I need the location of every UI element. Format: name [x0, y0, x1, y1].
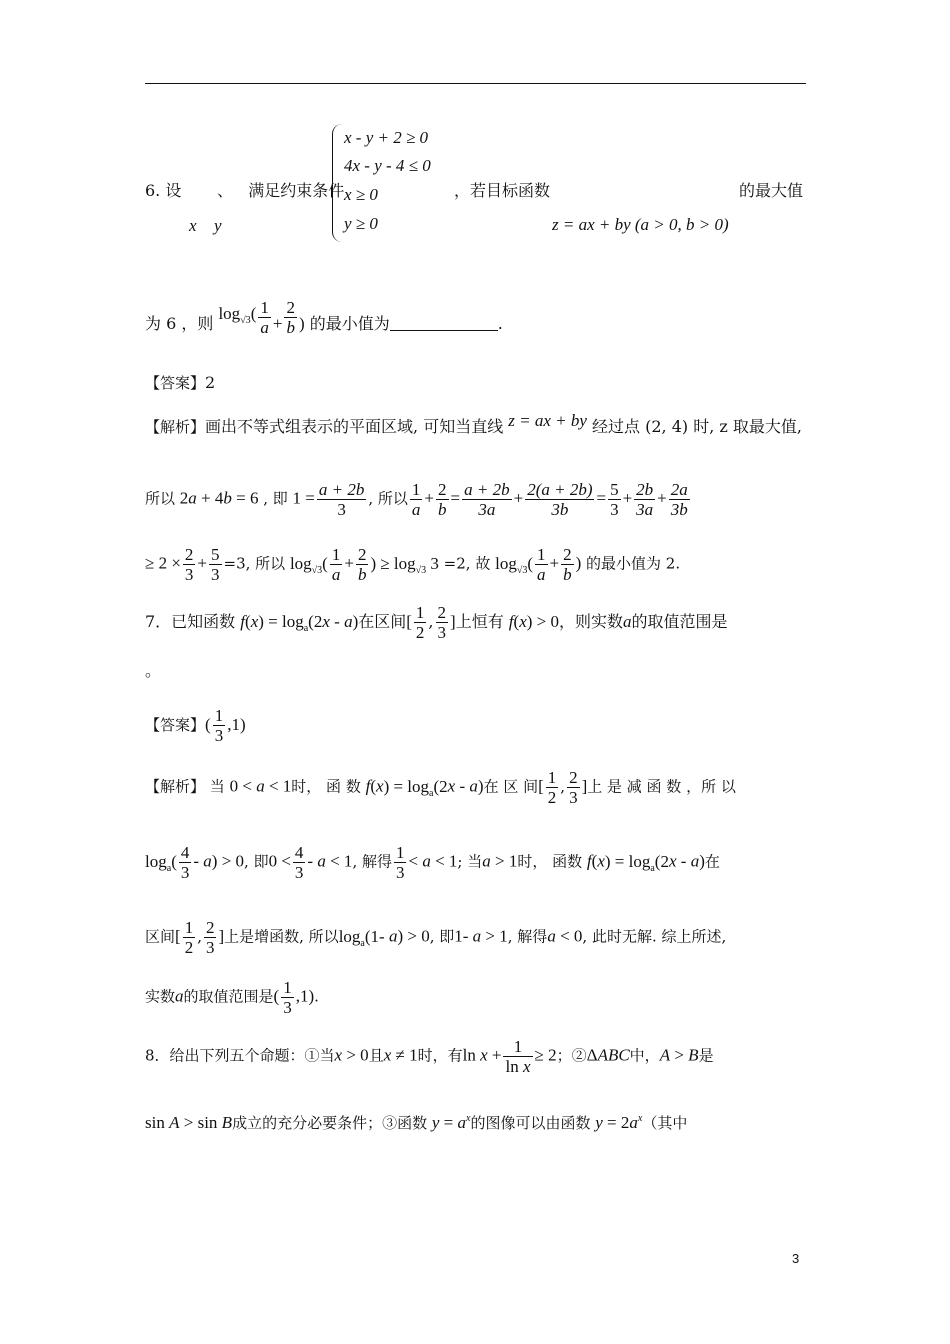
q7-analysis-1: 【解析】 当 0 < a < 1时， 函 数 $f(x) = \log_a(2x - a)$在 区 间[ $\frac{1}{2}$ , $\frac{2}{3}$ ]上 是 减 函 数 ，所 以: [145, 768, 736, 807]
q8-line2: sin A > sin B成立的充分必要条件；③函数 $y = a^x$的图像可以由函数 $y = 2a^x$（其中: [145, 1113, 688, 1132]
q7-stem-end: 。: [145, 661, 162, 680]
q6-target-text: ，若目标函数: [454, 181, 551, 200]
q6-objective: z = ax + by (a > 0, b > 0): [552, 215, 729, 234]
q6-analysis-1: 【解析】画出不等式组表示的平面区域, 可知当直线 z = ax + by 经过点 (2, 4) 时, z 取最大值,: [145, 411, 803, 436]
answer-blank: [390, 314, 498, 331]
q8-line1: 8．给出下列五个命题：①当x > 0且x ≠ 1时，有ln x + $\frac{1}{\text{ln x}}$ ≥ 2；②ΔABC中，A > B是: [145, 1037, 714, 1076]
q6-analysis-3: ≥ 2 × $\frac{2}{3}$ + $\frac{5}{3}$ =3, 所以 $\log_{√3}$( $\frac{1}{a}$ + $\frac{2}{b}$ ) ≥ $\log_{√3} 3 =2$, 故 $\log_{√3}$( $\frac{1}{a}$ + $\frac{2}{b}$ ) 的最小值为 2.: [145, 545, 681, 584]
q6-var-y: y: [214, 216, 222, 235]
q6-line2: 为 6 ，则 $\log_{√3}$( $\frac{1}{a}$ + $\frac{2}{b}$ ) 的最小值为 .: [145, 298, 503, 337]
header-rule: [145, 83, 806, 84]
constraint-row: 4x - y - 4 ≤ 0: [344, 156, 431, 175]
q6-intro: 6. 设 、 满足约束条件: [145, 181, 345, 200]
q7-analysis-4: 实数a的取值范围是( $\frac{1}{3}$ ,1).: [145, 978, 319, 1017]
constraint-row: y ≥ 0: [344, 214, 378, 233]
constraint-row: x ≥ 0: [344, 185, 378, 204]
q6-analysis-2: 所以 2a + 4b = 6 , 即 1 = $\frac{a + 2b}{3}$ , 所以 $\frac{1}{a}$ + $\frac{2}{b}$ = $\frac{a + 2b}{3a}$ + $\frac{2(a + 2b)}{3b}$ = $\frac{5}{3}$ + $\frac{2b}{3a}$ + $\frac{2a}{3b}$: [145, 480, 688, 519]
q6-answer: 【答案】2: [145, 373, 216, 392]
q7-answer: 【答案】( $\frac{1}{3}$ ,1): [145, 706, 246, 745]
q7-analysis-3: 区间[ $\frac{1}{2}$ , $\frac{2}{3}$ ]上是增函数, 所以$\log_a(1-$ a) > 0, 即1- a > 1, 解得a < 0, 此时无解. 综上所述,: [145, 918, 727, 957]
q6-var-x: x: [189, 216, 197, 235]
constraint-row: x - y + 2 ≥ 0: [344, 128, 429, 147]
q7-stem: 7．已知函数 $f(x) = \log_a(2x - a)$在区间[ $\frac{1}{2}$ , $\frac{2}{3}$ ]上恒有 f(x) > 0，则实数a的取值范围是: [145, 603, 728, 642]
q7-analysis-2: $\log_a$( $\frac{4}{3}$ - a) > 0, 即0 < $\frac{4}{3}$ - a < 1, 解得 $\frac{1}{3}$ < a < 1; 当a > 1时， 函数 $f(x) = \log_a(2x - a)$在: [145, 843, 720, 882]
page-number: 3: [792, 1251, 800, 1266]
q6-max-text: 的最大值: [739, 181, 804, 200]
